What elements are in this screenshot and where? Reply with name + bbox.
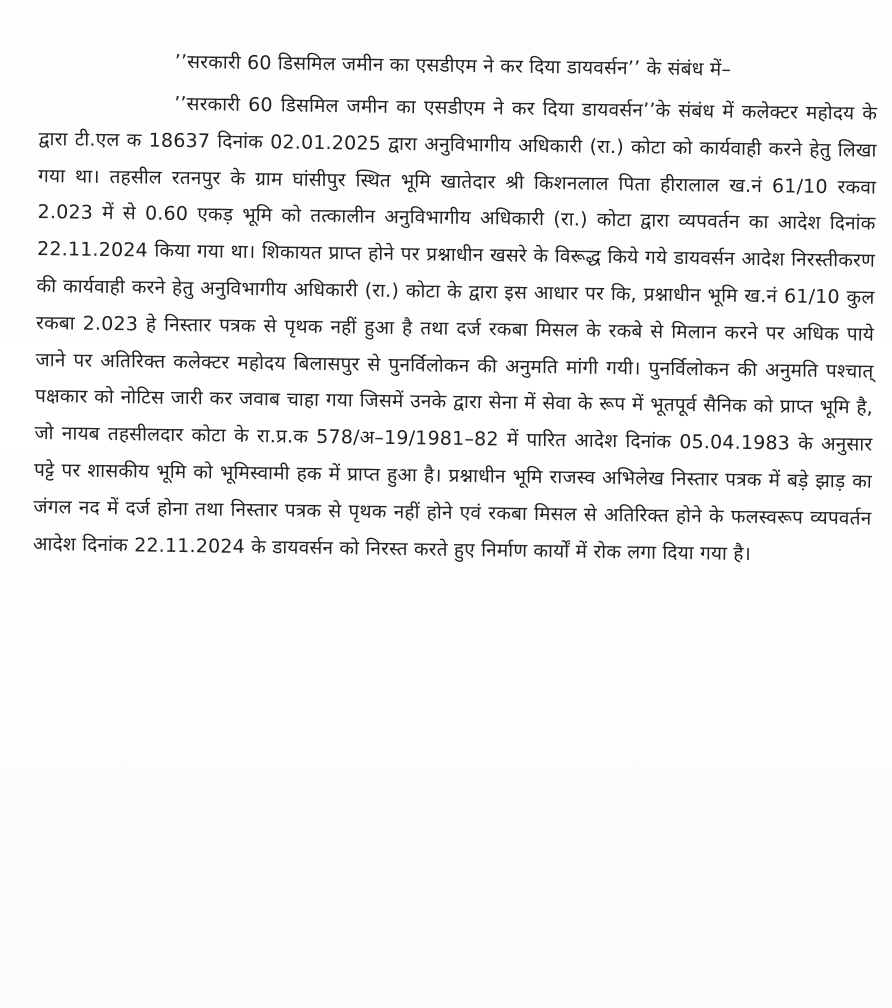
subject-line: ’’सरकारी 60 डिसमिल जमीन का एसडीएम ने कर दिया डायवर्सन’’ के संबंध में– bbox=[174, 50, 732, 81]
document-body bbox=[33, 42, 878, 574]
body-paragraph: ’’सरकारी 60 डिसमिल जमीन का एसडीएम ने कर दिया डायवर्सन’’के संबंध में कलेक्टर महोदय के द्वारा टी.एल क 18637 दिनांक 02.01.2025 द्वारा अनुविभागीय अधिकारी (रा.) कोटा को कार्यवाही करने हेतु लिखा गया था। तहसील रतनपुर के ग्राम घांसीपुर स्थित भूमि खातेदार श्री किशनलाल पिता हीरालाल ख.नं 61/10 रकवा 2.023 में से 0.60 एकड़ भूमि को तत्कालीन अनुविभागीय अधिकारी (रा.) कोटा द्वारा व्यपवर्तन का आदेश दिनांक 22.11.2024 किया गया था। शिकायत प्राप्त होने पर प्रश्नाधीन खसरे के विरूद्ध किये गये डायवर्सन आदेश निरस्तीकरण की कार्यवाही करने हेतु अनुविभागीय अधिकारी (रा.) कोटा के द्वारा इस आधार पर कि, प्रश्नाधीन भूमि ख.नं 61/10 कुल रकबा 2.023 हे निस्तार पत्रक से पृथक नहीं हुआ है तथा दर्ज रकबा मिसल के रकबे से मिलान करने पर अधिक पाये जाने पर अतिरिक्त कलेक्टर महोदय बिलासपुर से पुनर्विलोकन की अनुमति मांगी गयी। पुनर्विलोकन की अनुमति पश्चात् पक्षकार को नोटिस जारी कर जवाब चाहा गया जिसमें उनके द्वारा सेना में सेवा के रूप में भूतपूर्व सैनिक को प्राप्त भूमि है, जो नायब तहसीलदार कोटा के रा.प्र.क 578/अ–19/1981–82 में पारित आदेश दिनांक 05.04.1983 के अनुसार पट्टे पर शासकीय भूमि को भूमिस्वामी हक में प्राप्त हुआ है। प्रश्नाधीन भूमि राजस्व अभिलेख निस्तार पत्रक में बड़े झाड़ का जंगल नद में दर्ज होना तथा निस्तार पत्रक से पृथक नहीं होने एवं रकबा मिसल से अतिरिक्त होने के फलस्वरूप व्यपवर्तन आदेश दिनांक 22.11.2024 के डायवर्सन को निरस्त करते हुए निर्माण कार्यों में रोक लगा दिया गया है। bbox=[32, 92, 878, 565]
